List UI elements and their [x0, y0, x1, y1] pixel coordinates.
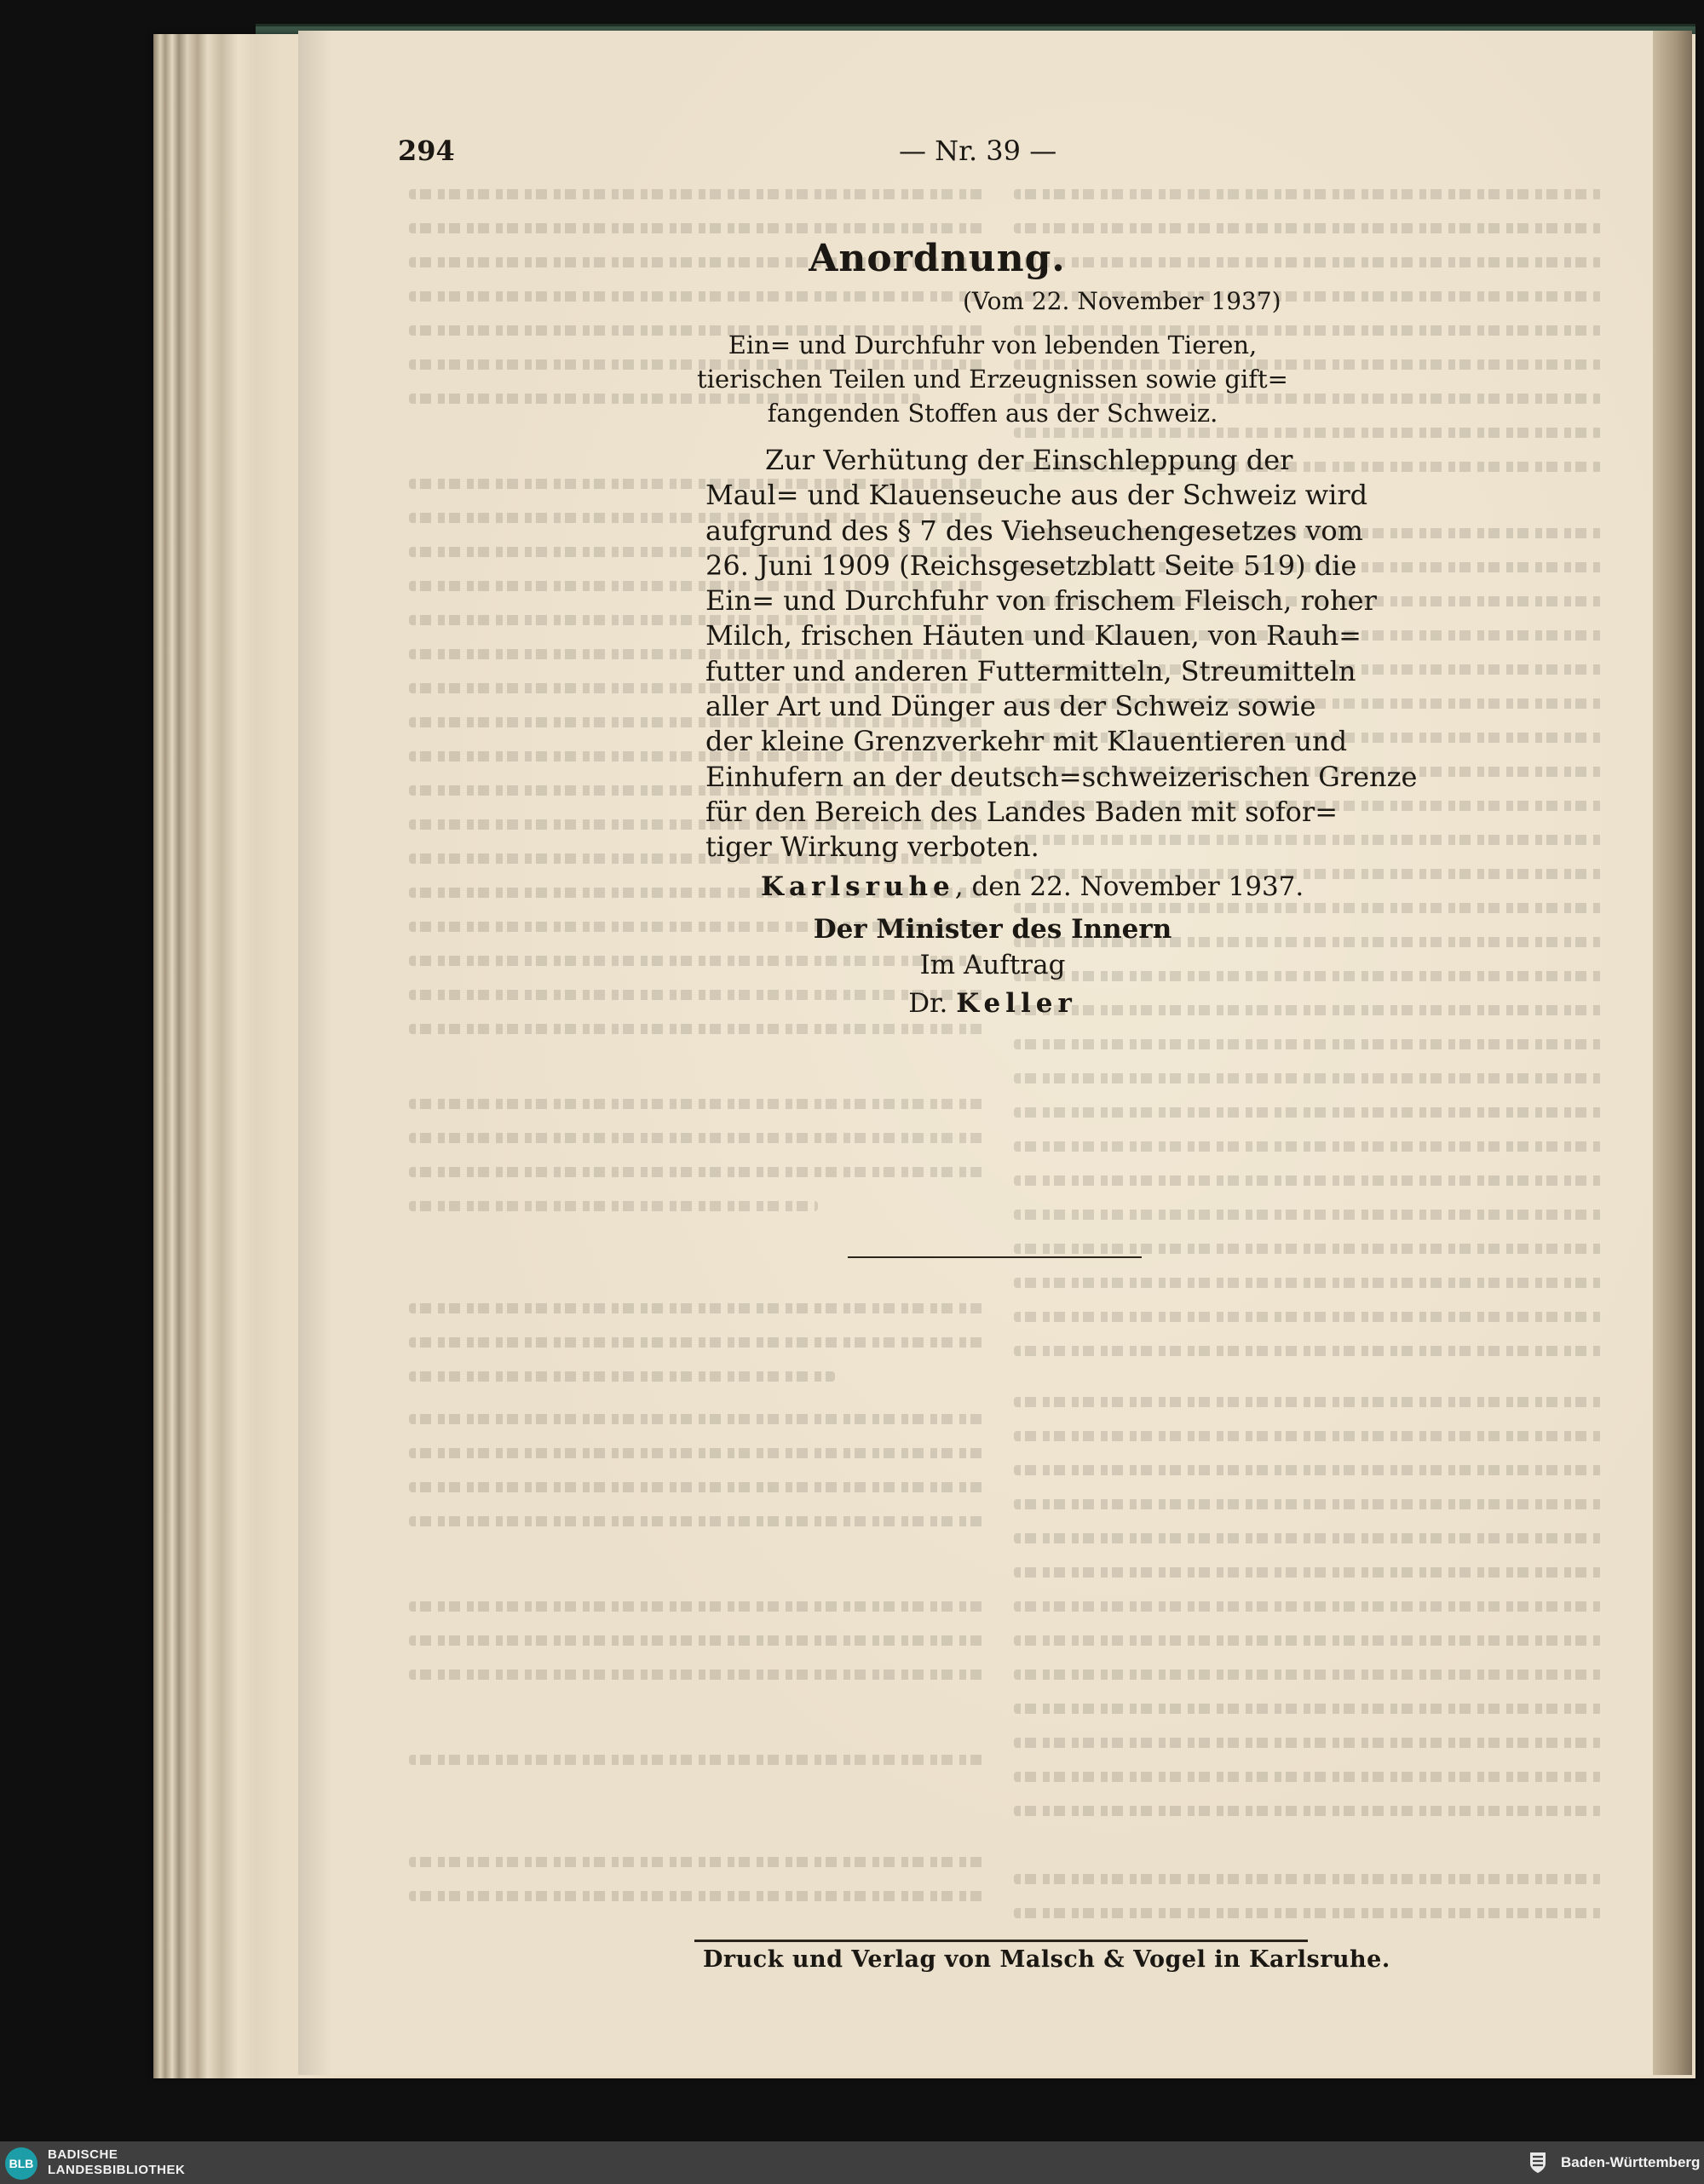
body-line: Zur Verhütung der Einschleppung der [765, 444, 1293, 476]
body-line: Einhufern an der deutsch=schweizerischen Grenze [705, 760, 1418, 793]
state-crest-icon [1525, 2150, 1551, 2175]
signatory-title: Dr. [908, 988, 948, 1019]
body-line: für den Bereich des Landes Baden mit sofor= [705, 795, 1338, 828]
signature-place: Karlsruhe [761, 871, 955, 902]
printer-imprint: Druck und Verlag von Malsch & Vogel in Karlsruhe. [703, 1946, 1390, 1973]
separator-rule [848, 1256, 1142, 1258]
body-line: Maul= und Klauenseuche aus der Schweiz wird [705, 479, 1368, 512]
body-line: Ein= und Durchfuhr von frischem Fleisch, roher [705, 584, 1377, 618]
state-name[interactable]: Baden-Württemberg [1561, 2154, 1701, 2170]
signatory-name: Keller [956, 988, 1077, 1019]
viewer-footer-bar [0, 2141, 1704, 2184]
signatory [0, 988, 1704, 1019]
imprint-rule [694, 1940, 1308, 1942]
body-line: Milch, frischen Häuten und Klauen, von Rauh= [705, 619, 1361, 652]
body-line: 26. Juni 1909 (Reichsgesetzblatt Seite 519) die [705, 549, 1357, 582]
library-name[interactable] [48, 2147, 185, 2178]
library-name-line1: BADISCHE [48, 2147, 118, 2162]
ordinance-body [705, 443, 1418, 865]
blb-logo[interactable]: BLB [5, 2147, 37, 2180]
signature-place-date [761, 871, 1304, 902]
issue-header: — Nr. 39 — [899, 135, 1057, 167]
minister-title: Der Minister des Innern [813, 914, 1172, 945]
library-name-line2: LANDESBIBLIOTHEK [48, 2163, 186, 2177]
document-date: (Vom 22. November 1937) [963, 287, 1281, 315]
document-title: Anordnung. [809, 237, 1066, 280]
signature-date: , den 22. November 1937. [954, 871, 1304, 902]
body-line: tiger Wirkung verboten. [705, 830, 1039, 864]
subtitle-line: tierischen Teilen und Erzeugnissen sowie gift= [697, 365, 1288, 394]
body-line: futter und anderen Futtermitteln, Streumitteln [705, 654, 1356, 687]
subtitle-line: Ein= und Durchfuhr von lebenden Tieren, [728, 330, 1258, 359]
body-line: aller Art und Dünger aus der Schweiz sowie [705, 690, 1316, 723]
page-number: 294 [398, 135, 455, 167]
body-line: der kleine Grenzverkehr mit Klauentieren und [705, 725, 1348, 758]
page-fold-shadow [1653, 31, 1692, 2075]
subtitle-line: fangenden Stoffen aus der Schweiz. [767, 399, 1218, 428]
body-line: aufgrund des § 7 des Viehseuchengesetzes vom [705, 514, 1364, 547]
on-behalf-line: Im Auftrag [919, 950, 1066, 980]
